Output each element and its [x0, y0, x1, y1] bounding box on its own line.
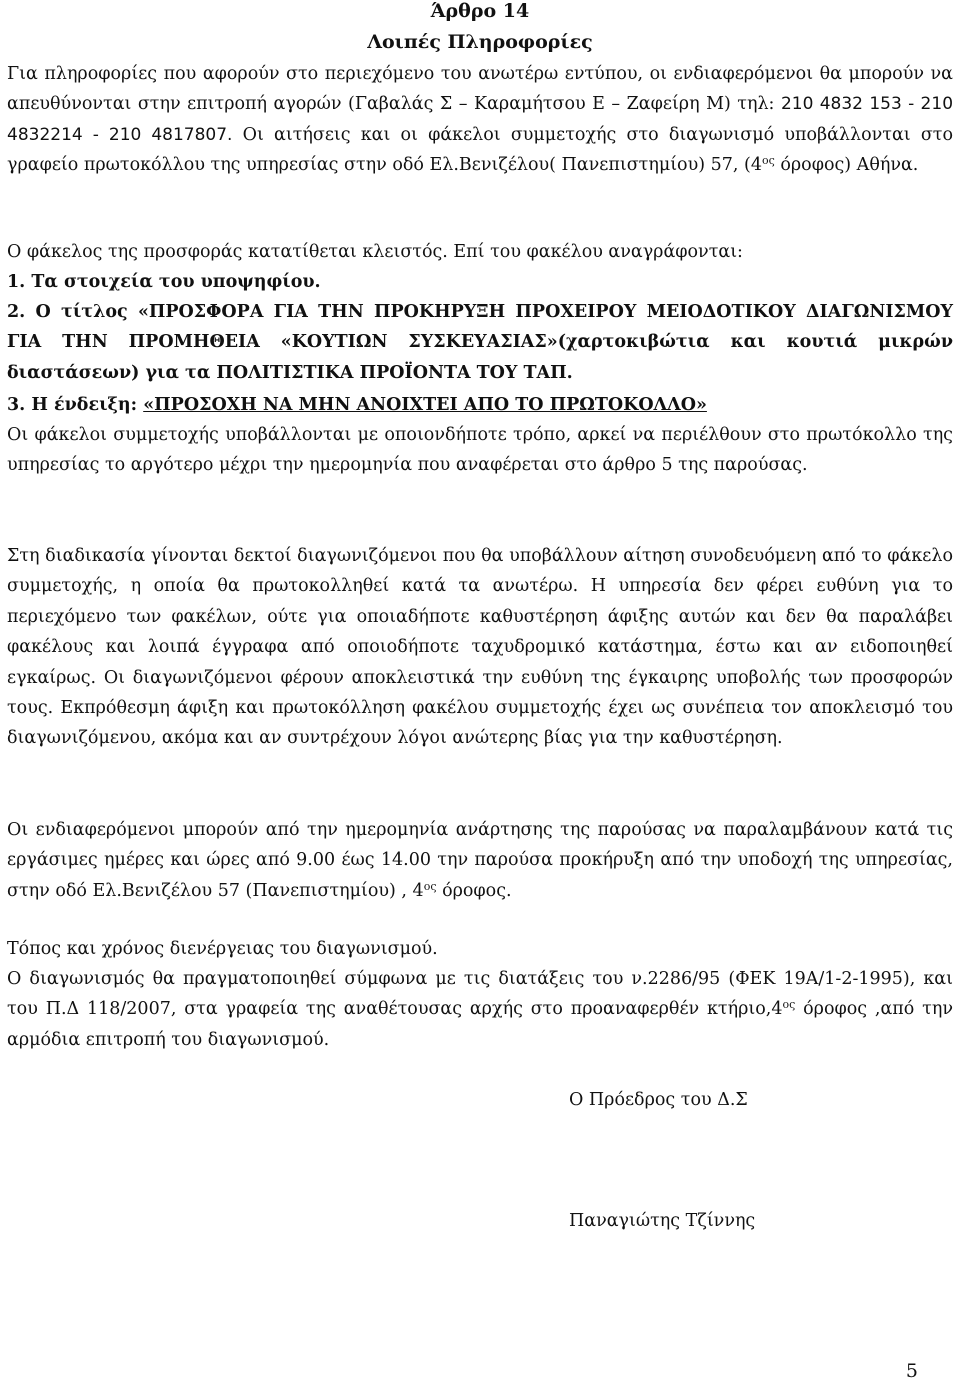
- venue-text: Ο διαγωνισμός θα πραγματοποιηθεί σύμφωνα με τις διατάξεις του ν.2286/95 (ΦΕΚ 19Α/1-2-1995), και του Π.Δ 118/2007, στα γραφεία της αναθέτουσας αρχής στο προαναφερθέν κτήριο,4: [7, 969, 953, 1020]
- article-number: Άρθρο 14: [430, 0, 530, 22]
- info-paragraph: [7, 59, 953, 181]
- envelope-item-3-label: 3. Η ένδειξη:: [7, 395, 144, 415]
- envelope-item-2: 2. Ο τίτλος «ΠΡΟΣΦΟΡΑ ΓΙΑ ΤΗΝ ΠΡΟΚΗΡΥΞΗ ΠΡΟΧΕΙΡΟΥ ΜΕΙΟΔΟΤΙΚΟΥ ΔΙΑΓΩΝΙΣΜΟΥ ΓΙΑ ΤΗΝ ΠΡΟΜΗΘΕΙΑ «ΚΟΥΤΙΩΝ ΣΥΣΚΕΥΑΣΙΑΣ»(χαρτοκιβώτια και κουτιά μικρών διαστάσεων) για τα ΠΟΛΙΤΙΣΤΙΚΑ ΠΡΟΪΟΝΤΑ ΤΟΥ ΤΑΠ.: [7, 302, 953, 383]
- envelope-intro: Ο φάκελος της προσφοράς κατατίθεται κλειστός. Επί του φακέλου αναγράφονται:: [7, 242, 743, 262]
- phone-numbers: 210 4832 153 - 210 4832214 - 210 4817807.: [7, 94, 954, 145]
- floor-suffix: ος: [761, 154, 775, 168]
- signatory-role: Ο Πρόεδρος του Δ.Σ: [569, 1090, 748, 1110]
- envelope-item-3: [7, 395, 707, 415]
- info-text-submission: Οι αιτήσεις και οι φάκελοι συμμετοχής στο διαγωνισμό υποβάλλονται στο γραφείο πρωτοκόλλου της υπηρεσίας στην οδό Ελ.Βενιζέλου( Πανεπιστημίου) 57, (4: [7, 124, 953, 176]
- receipt-paragraph: [7, 815, 953, 906]
- info-text-contact: Για πληροφορίες που αφορούν στο περιεχόμενο του ανωτέρω εντύπου, οι ενδιαφερόμενοι θα μπορούν να απευθύνονται στην επιτροπή αγορών (Γαβαλάς Σ – Καραμήτσου Ε – Ζαφείρη Μ) τηλ:: [7, 64, 953, 115]
- venue-text-end: όροφος ,από την αρμόδια επιτροπή του διαγωνισμού.: [7, 999, 953, 1050]
- submission-paragraph: Οι φάκελοι συμμετοχής υποβάλλονται με οποιονδήποτε τρόπο, αρκεί να περιέλθουν στο πρωτόκολλο της υπηρεσίας το αργότερο μέχρι την ημερομηνία που αναφέρεται στο άρθρο 5 της παρούσας.: [7, 425, 953, 476]
- receipt-floor-suffix: ος: [423, 879, 437, 893]
- article-heading: Λοιπές Πληροφορίες: [367, 31, 593, 53]
- venue-floor-suffix: ος: [782, 998, 796, 1012]
- signatory-name: Παναγιώτης Τζίννης: [569, 1211, 756, 1231]
- receipt-text-end: όροφος.: [436, 880, 512, 901]
- envelope-notice: «ΠΡΟΣΟΧΗ ΝΑ ΜΗΝ ΑΝΟΙΧΤΕΙ ΑΠΟ ΤΟ ΠΡΩΤΟΚΟΛΛΟ»: [143, 395, 707, 415]
- procedure-paragraph: Στη διαδικασία γίνονται δεκτοί διαγωνιζόμενοι που θα υποβάλλουν αίτηση συνοδευόμενη από το φάκελο συμμετοχής, η οποία θα πρωτοκολληθεί κατά τα ανωτέρω. Η υπηρεσία δεν φέρει ευθύνη για το περιεχόμενο των φακέλων, ούτε για οποιαδήποτε καθυστέρηση άφιξης αυτών και δεν θα παραλάβει φακέλους και λοιπά έγγραφα από οποιοδήποτε ταχυδρομικό κατάστημα, έστω και αν ειδοποιηθεί εγκαίρως. Οι διαγωνιζόμενοι φέρουν αποκλειστικά την ευθύνη της έγκαιρης υποβολής των προσφορών τους. Εκπρόθεσμη άφιξη και πρωτοκόλληση φακέλου συμμετοχής έχει ως συνέπεια τον αποκλεισμό του διαγωνιζόμενου, ακόμα και αν συντρέχουν λόγοι ανώτερης βίας για την καθυστέρηση.: [7, 546, 953, 749]
- page-number: 5: [905, 1360, 918, 1382]
- envelope-item-1: 1. Τα στοιχεία του υποψηφίου.: [7, 272, 321, 292]
- venue-paragraph: [7, 964, 953, 1055]
- receipt-text: Οι ενδιαφερόμενοι μπορούν από την ημερομηνία ανάρτησης της παρούσας να παραλαμβάνουν κατά τις εργάσιμες ημέρες και ώρες από 9.00 έως 14.00 την παρούσα προκήρυξη από την υποδοχή της υπηρεσίας, στην οδό Ελ.Βενιζέλου 57 (Πανεπιστημίου) , 4: [7, 820, 953, 901]
- info-text-city: όροφος) Αθήνα.: [774, 155, 919, 176]
- venue-heading: Τόπος και χρόνος διενέργειας του διαγωνισμού.: [7, 939, 438, 959]
